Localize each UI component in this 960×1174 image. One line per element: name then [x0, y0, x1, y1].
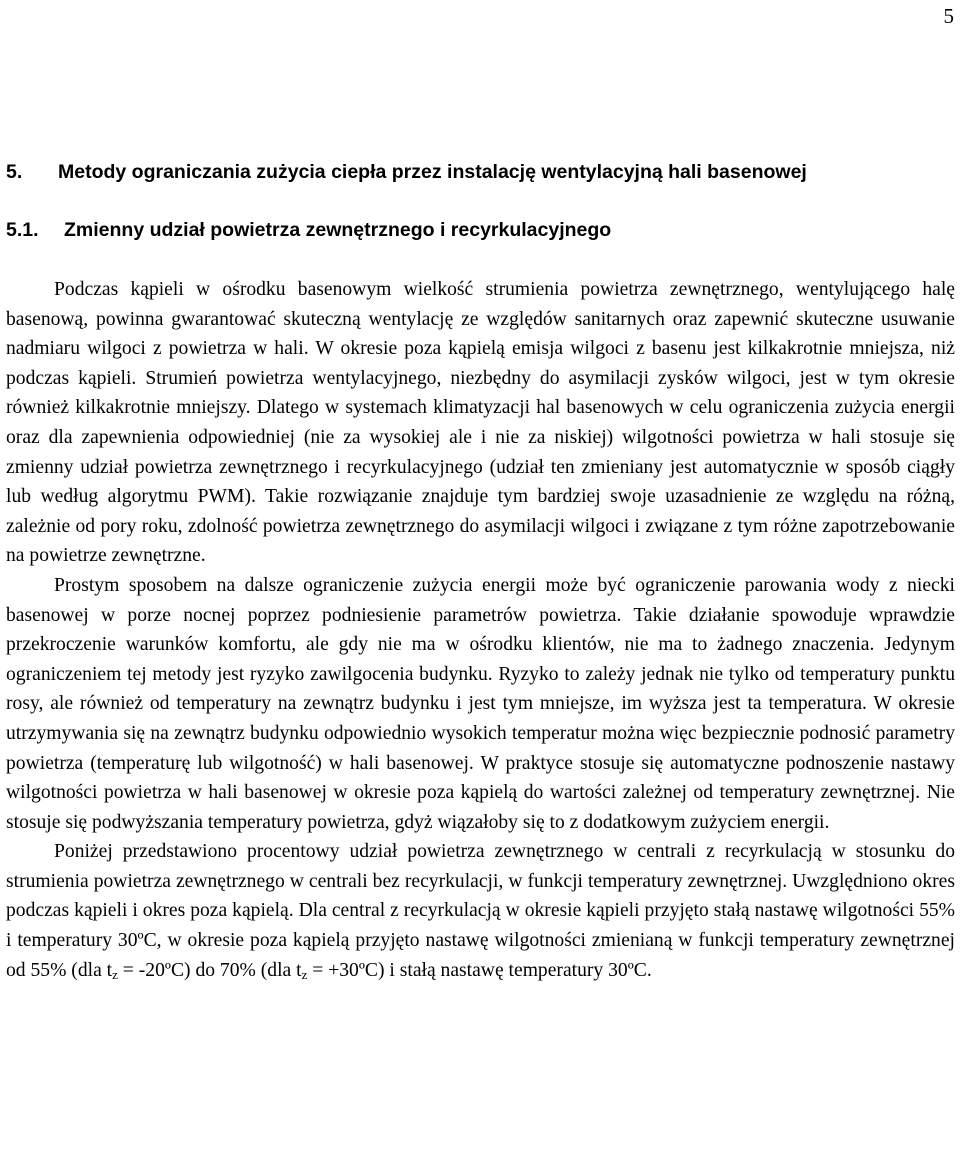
- section-number: 5.: [6, 161, 23, 183]
- subscript-z: z: [301, 966, 308, 982]
- subsection-heading: [6, 216, 611, 244]
- paragraph-3-text-b: = -20ºC) do 70% (dla t: [117, 959, 302, 981]
- paragraph-3: [6, 837, 955, 989]
- subsection-number: 5.1.: [6, 219, 39, 241]
- paragraph-3-text-c: = +30ºC) i stałą nastawę temperatury 30ºC.: [307, 959, 652, 981]
- subscript-z: z: [112, 966, 118, 982]
- body-text: [6, 275, 955, 989]
- paragraph-3-text-a: Poniżej przedstawiono procentowy udział powietrza zewnętrznego w centrali z recyrkulacją w stosunku do strumienia powietrza zewnętrznego w centrali bez recyrkulacji, w funkcji temperatury zewnętrznej. Uwzględniono okres podczas kąpieli i okres poza kąpielą. Dla central z recyrkulacją w okresie kąpieli przyjęto stałą nastawę wilgotności 55% i temperatury 30ºC, w okresie poza kąpielą przyjęto nastawę wilgotności zmienianą w funkcji temperatury zewnętrznej od 55% (dla t: [6, 841, 955, 981]
- paragraph-1: Podczas kąpieli w ośrodku basenowym wielkość strumienia powietrza zewnętrznego, wentylującego halę basenową, powinna gwarantować skuteczną wentylację ze względów sanitarnych oraz zapewnić skuteczne usuwanie nadmiaru wilgoci z powietrza w hali. W okresie poza kąpielą emisja wilgoci z basenu jest kilkakrotnie mniejsza, niż podczas kąpieli. Strumień powietrza wentylacyjnego, niezbędny do asymilacji zysków wilgoci, jest w tym okresie również kilkakrotnie mniejszy. Dlatego w systemach klimatyzacji hal basenowych w celu ograniczenia zużycia energii oraz dla zapewnienia odpowiedniej (nie za wysokiej ale i nie za niskiej) wilgotności powietrza w hali stosuje się zmienny udział powietrza zewnętrznego i recyrkulacyjnego (udział ten zmieniany jest automatycznie w sposób ciągły lub według algorytmu PWM). Takie rozwiązanie znajduje tym bardziej swoje uzasadnienie ze względu na różną, zależnie od pory roku, zdolność powietrza zewnętrznego do asymilacji wilgoci i związane z tym różne zapotrzebowanie na powietrze zewnętrzne.: [6, 279, 955, 567]
- section-title: Metody ograniczania zużycia ciepła przez instalację wentylacyjną hali basenowej: [58, 161, 807, 183]
- page-number: 5: [943, 4, 954, 28]
- paragraph-2: Prostym sposobem na dalsze ograniczenie zużycia energii może być ograniczenie parowania wody z niecki basenowej w porze nocnej poprzez podniesienie parametrów powietrza. Takie działanie spowoduje wprawdzie przekroczenie warunków komfortu, ale gdy nie ma w ośrodku klientów, nie ma to żadnego znaczenia. Jedynym ograniczeniem tej metody jest ryzyko zawilgocenia budynku. Ryzyko to zależy jednak nie tylko od temperatury punktu rosy, ale również od temperatury na zewnątrz budynku i jest tym mniejsze, im wyższa jest ta temperatura. W okresie utrzymywania się na zewnątrz budynku odpowiednio wysokich temperatur można więc bezpiecznie podnosić parametry powietrza (temperaturę lub wilgotność) w hali basenowej. W praktyce stosuje się automatyczne podnoszenie nastawy wilgotności powietrza w hali basenowej w okresie poza kąpielą do wartości zależnej od temperatury zewnętrznej. Nie stosuje się podwyższania temperatury powietrza, gdyż wiązałoby się to z dodatkowym zużyciem energii.: [6, 574, 955, 833]
- section-heading: [6, 158, 807, 186]
- subsection-title: Zmienny udział powietrza zewnętrznego i recyrkulacyjnego: [64, 219, 612, 241]
